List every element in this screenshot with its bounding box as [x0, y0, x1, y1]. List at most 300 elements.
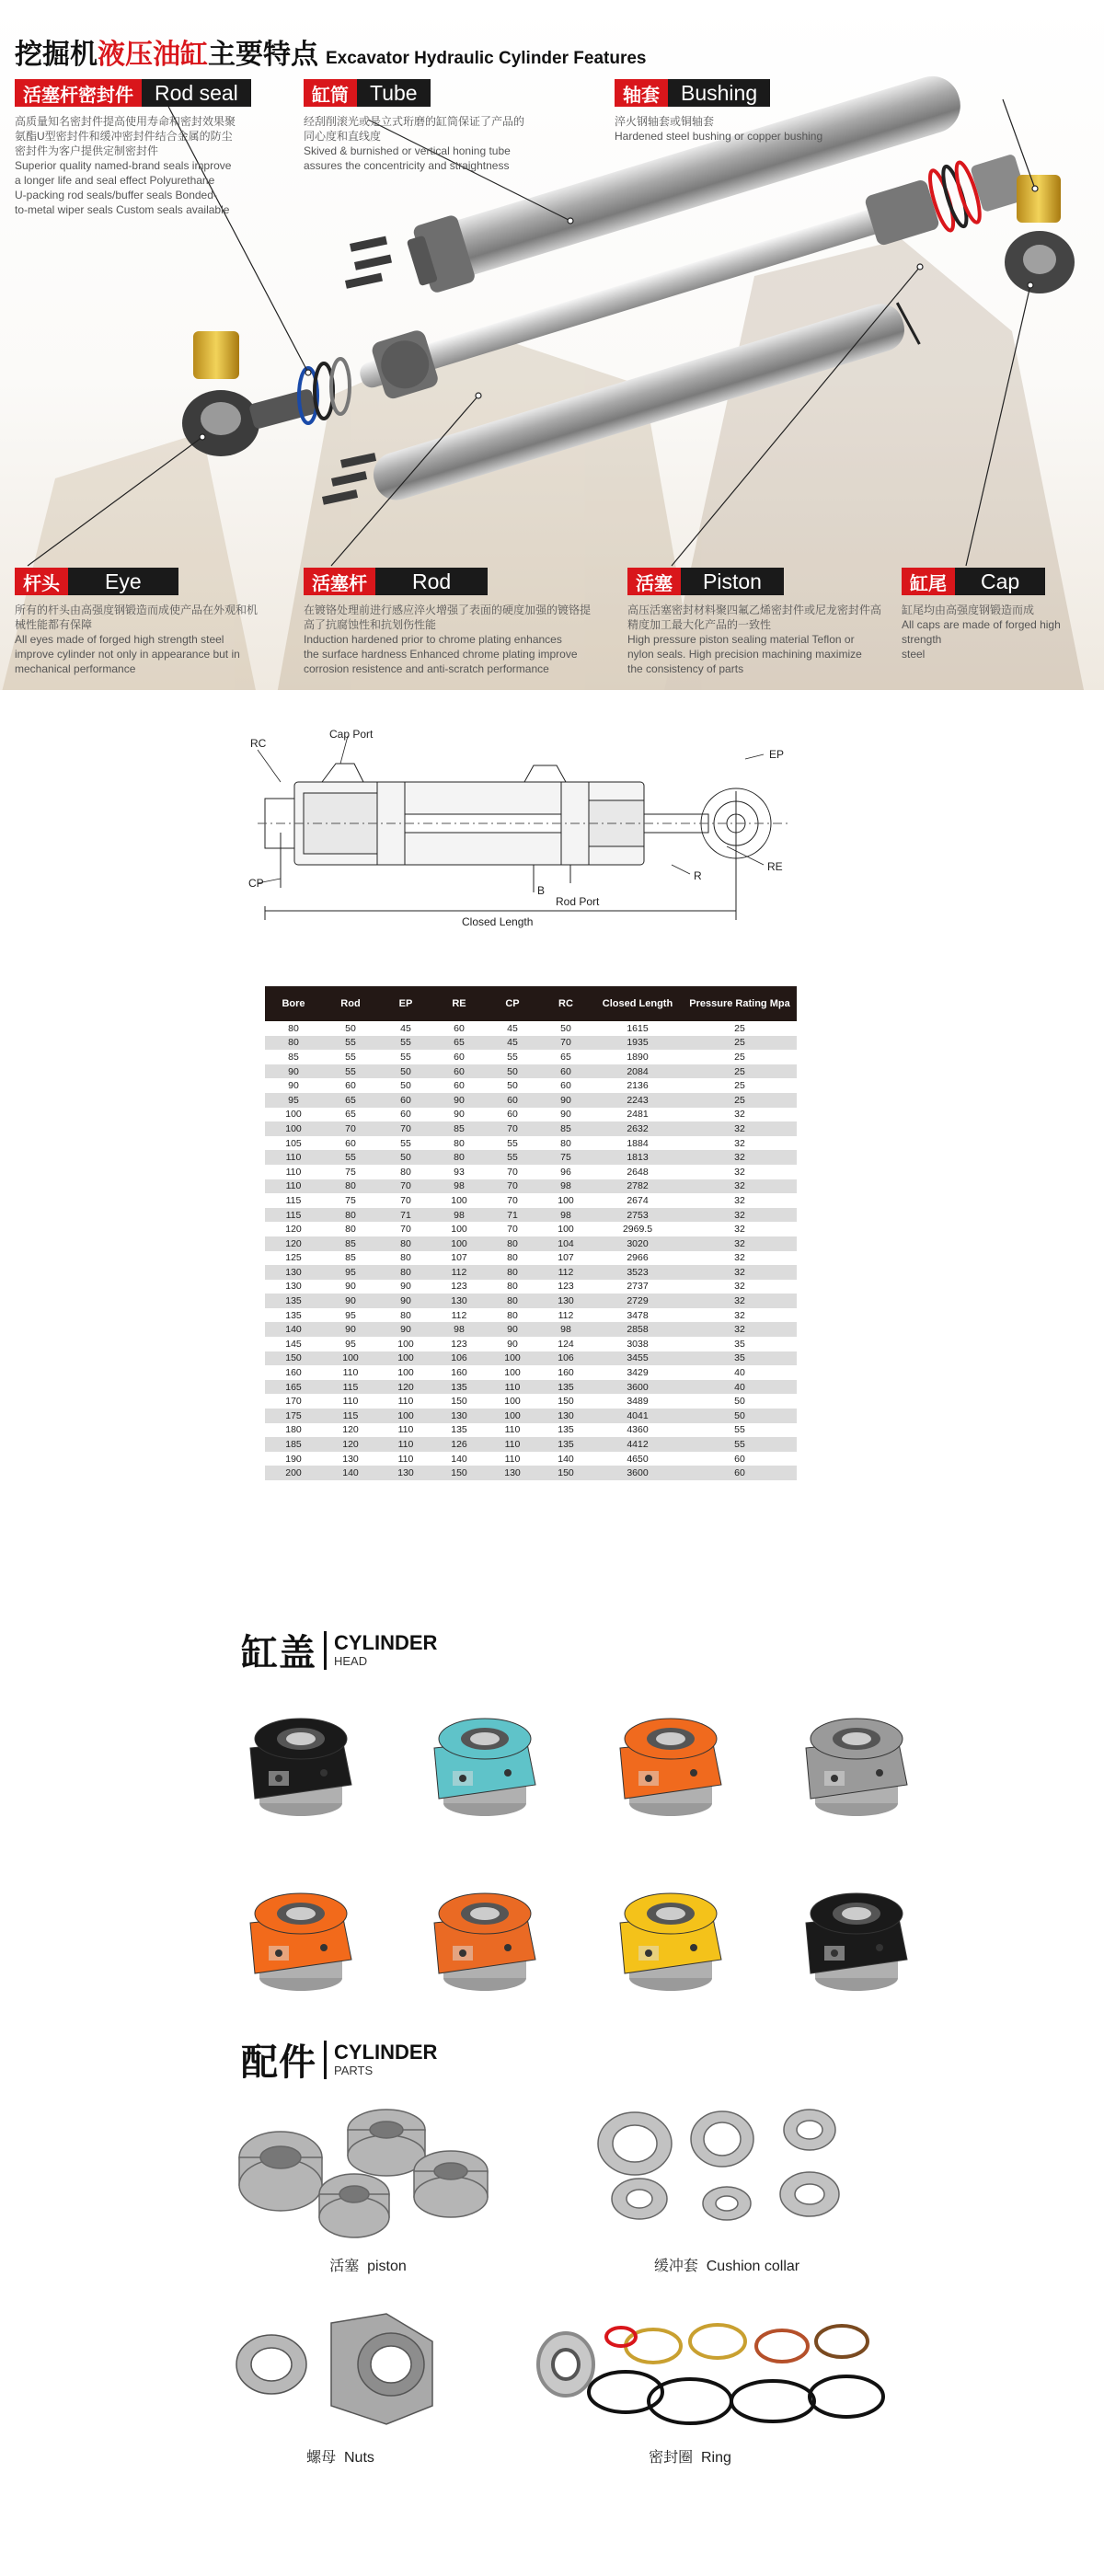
spec-header-cell: RC	[539, 986, 592, 1021]
table-cell: 90	[486, 1322, 539, 1337]
table-cell: 150	[265, 1351, 322, 1366]
table-cell: 25	[683, 1064, 797, 1079]
table-cell: 32	[683, 1265, 797, 1280]
table-cell: 135	[539, 1380, 592, 1395]
table-cell: 98	[539, 1208, 592, 1223]
caption-ring: 密封圈 Ring	[649, 2450, 731, 2466]
table-cell: 60	[432, 1050, 486, 1064]
spec-header-cell: CP	[486, 986, 539, 1021]
table-cell: 2084	[592, 1064, 683, 1079]
table-cell: 80	[322, 1222, 379, 1236]
table-cell: 90	[379, 1294, 432, 1308]
table-cell: 130	[432, 1409, 486, 1423]
table-row	[265, 1394, 797, 1409]
table-cell: 100	[486, 1394, 539, 1409]
table-cell: 3020	[592, 1236, 683, 1251]
table-cell: 70	[379, 1222, 432, 1236]
label-ep: EP	[769, 748, 785, 761]
table-cell: 160	[265, 1365, 322, 1380]
table-cell: 150	[539, 1466, 592, 1480]
table-cell: 35	[683, 1351, 797, 1366]
label-b: B	[537, 884, 546, 897]
table-cell: 70	[486, 1121, 539, 1136]
table-row	[265, 1294, 797, 1308]
table-cell: 50	[683, 1394, 797, 1409]
table-row	[265, 1222, 797, 1236]
table-cell: 124	[539, 1337, 592, 1351]
table-cell: 3478	[592, 1308, 683, 1323]
table-cell: 25	[683, 1036, 797, 1051]
table-row	[265, 1108, 797, 1122]
label-cap-port: Cap Port	[329, 728, 374, 741]
table-cell: 32	[683, 1108, 797, 1122]
table-cell: 3600	[592, 1466, 683, 1480]
table-row	[265, 1064, 797, 1079]
label-rod-port: Rod Port	[556, 895, 600, 908]
table-cell: 2782	[592, 1179, 683, 1194]
feature-cap: 缸尾 Cap 缸尾均由高强度钢锻造而成 All caps are made of forged high strength steel	[902, 569, 1061, 661]
table-cell: 32	[683, 1222, 797, 1236]
section-header-cylinder-head: 缸盖 CYLINDER HEAD	[241, 1631, 438, 1673]
table-cell: 100	[379, 1337, 432, 1351]
table-cell: 80	[379, 1165, 432, 1179]
table-cell: 105	[265, 1136, 322, 1151]
table-cell: 80	[379, 1265, 432, 1280]
table-cell: 115	[265, 1193, 322, 1208]
table-cell: 80	[432, 1136, 486, 1151]
table-cell: 65	[322, 1108, 379, 1122]
table-cell: 110	[486, 1437, 539, 1452]
cylinder-head-image	[232, 1697, 361, 1826]
table-cell: 100	[539, 1193, 592, 1208]
spec-header-cell: Closed Length	[592, 986, 683, 1021]
table-cell: 60	[432, 1021, 486, 1036]
table-cell: 25	[683, 1021, 797, 1036]
table-cell: 100	[486, 1351, 539, 1366]
table-row	[265, 1165, 797, 1179]
table-cell: 2648	[592, 1165, 683, 1179]
feature-eye: 杆头 Eye 所有的杆头由高强度钢锻造而成使产品在外观和机 械性能都有保障 All eyes made of forged high strength steel improve cylinder not only in appearance but in mechanical performance	[15, 569, 259, 675]
table-cell: 55	[486, 1150, 539, 1165]
table-cell: 100	[265, 1121, 322, 1136]
table-cell: 55	[486, 1136, 539, 1151]
table-cell: 165	[265, 1380, 322, 1395]
table-row	[265, 1093, 797, 1108]
table-row	[265, 1136, 797, 1151]
cylinder-head-image	[416, 1697, 545, 1826]
section-header-cylinder-parts: 配件 CYLINDER PARTS	[241, 2041, 438, 2083]
table-cell: 145	[265, 1337, 322, 1351]
table-row	[265, 1322, 797, 1337]
ring-image	[524, 2309, 911, 2438]
table-row	[265, 1380, 797, 1395]
table-cell: 50	[379, 1150, 432, 1165]
table-cell: 25	[683, 1078, 797, 1093]
table-cell: 100	[322, 1351, 379, 1366]
table-cell: 1615	[592, 1021, 683, 1036]
table-cell: 70	[486, 1222, 539, 1236]
page-title: 挖掘机液压油缸主要特点 Excavator Hydraulic Cylinder Features	[15, 40, 647, 70]
table-cell: 32	[683, 1165, 797, 1179]
table-cell: 55	[379, 1036, 432, 1051]
table-cell: 70	[379, 1193, 432, 1208]
table-cell: 123	[432, 1280, 486, 1294]
table-cell: 3523	[592, 1265, 683, 1280]
label-re: RE	[767, 860, 783, 873]
table-cell: 70	[486, 1165, 539, 1179]
table-row	[265, 1437, 797, 1452]
table-row	[265, 1193, 797, 1208]
table-cell: 80	[322, 1208, 379, 1223]
table-cell: 4650	[592, 1452, 683, 1466]
table-cell: 60	[539, 1064, 592, 1079]
table-cell: 106	[432, 1351, 486, 1366]
table-cell: 80	[379, 1251, 432, 1266]
table-cell: 90	[539, 1108, 592, 1122]
table-cell: 85	[265, 1050, 322, 1064]
table-cell: 32	[683, 1294, 797, 1308]
nuts-image	[230, 2300, 451, 2429]
table-cell: 50	[486, 1078, 539, 1093]
table-cell: 80	[486, 1308, 539, 1323]
feature-piston: 活塞 Piston 高压活塞密封材料聚四氟乙烯密封件或尼龙密封件高 精度加工最大化产品的一致性 High pressure piston sealing material Teflon or nylon seals. High precision machining maximize the consistency of parts	[627, 569, 882, 675]
label-r: R	[694, 869, 702, 882]
table-cell: 140	[322, 1466, 379, 1480]
table-cell: 70	[539, 1036, 592, 1051]
table-cell: 120	[265, 1222, 322, 1236]
table-cell: 150	[432, 1394, 486, 1409]
table-cell: 70	[322, 1121, 379, 1136]
table-cell: 80	[486, 1236, 539, 1251]
table-row	[265, 1050, 797, 1064]
table-cell: 55	[322, 1150, 379, 1165]
cylinder-head-image	[788, 1697, 916, 1826]
table-row	[265, 1365, 797, 1380]
table-cell: 2966	[592, 1251, 683, 1266]
table-cell: 1884	[592, 1136, 683, 1151]
table-cell: 2243	[592, 1093, 683, 1108]
table-cell: 125	[265, 1251, 322, 1266]
spec-table	[265, 986, 797, 1480]
table-cell: 130	[379, 1466, 432, 1480]
table-cell: 65	[539, 1050, 592, 1064]
table-cell: 80	[486, 1251, 539, 1266]
table-cell: 55	[683, 1423, 797, 1438]
table-cell: 160	[539, 1365, 592, 1380]
table-cell: 175	[265, 1409, 322, 1423]
table-cell: 98	[432, 1208, 486, 1223]
table-cell: 110	[379, 1452, 432, 1466]
table-cell: 100	[432, 1193, 486, 1208]
table-cell: 100	[432, 1236, 486, 1251]
table-cell: 112	[539, 1308, 592, 1323]
table-cell: 100	[265, 1108, 322, 1122]
table-cell: 93	[432, 1165, 486, 1179]
table-cell: 4041	[592, 1409, 683, 1423]
table-cell: 50	[379, 1078, 432, 1093]
table-cell: 60	[379, 1093, 432, 1108]
table-cell: 55	[486, 1050, 539, 1064]
table-row	[265, 1179, 797, 1194]
table-cell: 90	[379, 1280, 432, 1294]
table-cell: 3455	[592, 1351, 683, 1366]
table-cell: 150	[432, 1466, 486, 1480]
table-cell: 80	[486, 1265, 539, 1280]
table-cell: 60	[486, 1108, 539, 1122]
table-cell: 55	[379, 1050, 432, 1064]
caption-nuts: 螺母 Nuts	[306, 2450, 374, 2466]
table-cell: 25	[683, 1093, 797, 1108]
table-cell: 32	[683, 1136, 797, 1151]
table-cell: 60	[432, 1078, 486, 1093]
spec-header-cell: Rod	[322, 986, 379, 1021]
table-cell: 75	[539, 1150, 592, 1165]
table-cell: 95	[322, 1265, 379, 1280]
table-row	[265, 1150, 797, 1165]
table-cell: 75	[322, 1193, 379, 1208]
table-cell: 123	[432, 1337, 486, 1351]
caption-piston: 活塞 piston	[329, 2259, 407, 2274]
table-cell: 60	[322, 1136, 379, 1151]
table-row	[265, 1452, 797, 1466]
table-cell: 71	[379, 1208, 432, 1223]
table-cell: 60	[683, 1466, 797, 1480]
spec-header-cell: Bore	[265, 986, 322, 1021]
hero-banner	[0, 0, 1104, 690]
table-cell: 135	[539, 1437, 592, 1452]
cushion-collar-image	[589, 2098, 856, 2236]
table-cell: 32	[683, 1251, 797, 1266]
table-cell: 60	[683, 1452, 797, 1466]
feature-bushing: 轴套 Bushing 淬火钢轴套或铜轴套 Hardened steel bushing or copper bushing	[615, 80, 823, 143]
table-cell: 135	[539, 1423, 592, 1438]
table-cell: 45	[486, 1036, 539, 1051]
table-cell: 25	[683, 1050, 797, 1064]
table-cell: 45	[379, 1021, 432, 1036]
label-rc: RC	[250, 737, 267, 750]
table-cell: 90	[432, 1093, 486, 1108]
table-cell: 140	[432, 1452, 486, 1466]
table-cell: 40	[683, 1380, 797, 1395]
table-row	[265, 1236, 797, 1251]
table-cell: 98	[539, 1179, 592, 1194]
table-cell: 85	[539, 1121, 592, 1136]
table-cell: 130	[265, 1280, 322, 1294]
cylinder-head-image	[232, 1872, 361, 2001]
table-cell: 1813	[592, 1150, 683, 1165]
table-cell: 90	[265, 1078, 322, 1093]
table-cell: 45	[486, 1021, 539, 1036]
table-cell: 140	[265, 1322, 322, 1337]
table-cell: 180	[265, 1423, 322, 1438]
table-cell: 80	[539, 1136, 592, 1151]
table-cell: 130	[322, 1452, 379, 1466]
table-cell: 130	[539, 1294, 592, 1308]
table-cell: 110	[265, 1165, 322, 1179]
table-cell: 85	[322, 1251, 379, 1266]
table-cell: 55	[322, 1064, 379, 1079]
table-cell: 110	[265, 1150, 322, 1165]
spec-table-header	[265, 986, 797, 1021]
table-cell: 100	[379, 1351, 432, 1366]
spec-header-cell: Pressure Rating Mpa	[683, 986, 797, 1021]
table-cell: 1935	[592, 1036, 683, 1051]
table-row	[265, 1466, 797, 1480]
table-cell: 32	[683, 1208, 797, 1223]
table-cell: 90	[265, 1064, 322, 1079]
table-cell: 90	[322, 1280, 379, 1294]
label-cp: CP	[248, 877, 264, 890]
table-cell: 80	[486, 1294, 539, 1308]
table-cell: 60	[432, 1064, 486, 1079]
table-cell: 120	[322, 1437, 379, 1452]
feature-rod: 活塞杆 Rod 在镀铬处理前进行感应淬火增强了表面的硬度加强的镀铬提 高了抗腐蚀性和抗划伤性能 Induction hardened prior to chrome plating enhances the surface hardness Enhanced chrome plating improve corrosion resistence and anti-scratch performance	[304, 569, 592, 675]
table-cell: 80	[322, 1179, 379, 1194]
table-row	[265, 1280, 797, 1294]
table-cell: 110	[322, 1365, 379, 1380]
spec-table-body	[265, 1021, 797, 1480]
table-cell: 100	[486, 1365, 539, 1380]
table-cell: 55	[379, 1136, 432, 1151]
table-cell: 85	[432, 1121, 486, 1136]
table-cell: 32	[683, 1308, 797, 1323]
table-cell: 123	[539, 1280, 592, 1294]
table-cell: 4412	[592, 1437, 683, 1452]
table-cell: 32	[683, 1193, 797, 1208]
table-cell: 70	[379, 1121, 432, 1136]
table-cell: 50	[539, 1021, 592, 1036]
table-cell: 110	[322, 1394, 379, 1409]
cylinder-head-image	[602, 1697, 730, 1826]
piston-image	[235, 2102, 511, 2240]
table-cell: 130	[432, 1294, 486, 1308]
table-cell: 60	[379, 1108, 432, 1122]
table-cell: 90	[432, 1108, 486, 1122]
table-cell: 2969.5	[592, 1222, 683, 1236]
table-cell: 70	[486, 1193, 539, 1208]
cylinder-head-image	[788, 1872, 916, 2001]
table-cell: 50	[683, 1409, 797, 1423]
table-cell: 110	[486, 1380, 539, 1395]
table-cell: 2737	[592, 1280, 683, 1294]
table-cell: 140	[539, 1452, 592, 1466]
table-cell: 90	[322, 1322, 379, 1337]
table-cell: 120	[379, 1380, 432, 1395]
table-cell: 40	[683, 1365, 797, 1380]
table-row	[265, 1265, 797, 1280]
table-cell: 120	[265, 1236, 322, 1251]
cylinder-technical-drawing	[248, 727, 819, 948]
table-cell: 80	[486, 1280, 539, 1294]
table-cell: 2753	[592, 1208, 683, 1223]
table-cell: 80	[265, 1036, 322, 1051]
spec-header-cell: RE	[432, 986, 486, 1021]
table-cell: 135	[432, 1423, 486, 1438]
table-cell: 90	[379, 1322, 432, 1337]
table-row	[265, 1036, 797, 1051]
table-cell: 120	[322, 1423, 379, 1438]
table-cell: 98	[432, 1322, 486, 1337]
table-cell: 50	[379, 1064, 432, 1079]
table-cell: 150	[539, 1394, 592, 1409]
table-row	[265, 1409, 797, 1423]
table-cell: 130	[539, 1409, 592, 1423]
cylinder-head-image	[416, 1872, 545, 2001]
table-cell: 110	[379, 1394, 432, 1409]
table-cell: 110	[379, 1437, 432, 1452]
table-cell: 98	[432, 1179, 486, 1194]
table-cell: 160	[432, 1365, 486, 1380]
feature-tube: 缸筒 Tube 经刮削滚光或是立式珩磨的缸筒保证了产品的 同心度和直线度 Skived & burnished or vertical honing tube assures the concentricity and straightness	[304, 80, 525, 172]
label-closed-length: Closed Length	[462, 915, 534, 928]
table-cell: 80	[265, 1021, 322, 1036]
table-cell: 110	[265, 1179, 322, 1194]
table-cell: 90	[486, 1337, 539, 1351]
table-cell: 50	[486, 1064, 539, 1079]
table-cell: 60	[322, 1078, 379, 1093]
table-cell: 65	[322, 1093, 379, 1108]
table-cell: 65	[432, 1036, 486, 1051]
table-cell: 100	[379, 1365, 432, 1380]
table-cell: 80	[432, 1150, 486, 1165]
table-cell: 4360	[592, 1423, 683, 1438]
table-cell: 110	[486, 1452, 539, 1466]
table-cell: 130	[486, 1466, 539, 1480]
table-cell: 100	[539, 1222, 592, 1236]
table-cell: 2729	[592, 1294, 683, 1308]
table-cell: 2481	[592, 1108, 683, 1122]
table-row	[265, 1351, 797, 1366]
table-cell: 115	[322, 1409, 379, 1423]
table-cell: 55	[322, 1036, 379, 1051]
table-cell: 2136	[592, 1078, 683, 1093]
table-cell: 110	[379, 1423, 432, 1438]
table-cell: 185	[265, 1437, 322, 1452]
table-cell: 200	[265, 1466, 322, 1480]
table-cell: 32	[683, 1121, 797, 1136]
table-cell: 107	[539, 1251, 592, 1266]
table-row	[265, 1337, 797, 1351]
table-cell: 112	[432, 1265, 486, 1280]
table-cell: 32	[683, 1280, 797, 1294]
table-cell: 50	[322, 1021, 379, 1036]
table-cell: 115	[265, 1208, 322, 1223]
table-cell: 95	[265, 1093, 322, 1108]
table-cell: 60	[486, 1093, 539, 1108]
table-cell: 70	[379, 1179, 432, 1194]
table-cell: 130	[265, 1265, 322, 1280]
table-cell: 85	[322, 1236, 379, 1251]
table-cell: 95	[322, 1308, 379, 1323]
table-row	[265, 1121, 797, 1136]
table-row	[265, 1208, 797, 1223]
caption-cushion-collar: 缓冲套 Cushion collar	[653, 2259, 800, 2274]
table-cell: 1890	[592, 1050, 683, 1064]
table-cell: 104	[539, 1236, 592, 1251]
table-cell: 107	[432, 1251, 486, 1266]
table-row	[265, 1251, 797, 1266]
table-row	[265, 1078, 797, 1093]
table-cell: 71	[486, 1208, 539, 1223]
table-cell: 135	[265, 1308, 322, 1323]
table-cell: 55	[683, 1437, 797, 1452]
table-cell: 115	[322, 1380, 379, 1395]
table-cell: 32	[683, 1179, 797, 1194]
table-cell: 100	[432, 1222, 486, 1236]
table-cell: 80	[379, 1236, 432, 1251]
table-cell: 190	[265, 1452, 322, 1466]
table-cell: 3038	[592, 1337, 683, 1351]
